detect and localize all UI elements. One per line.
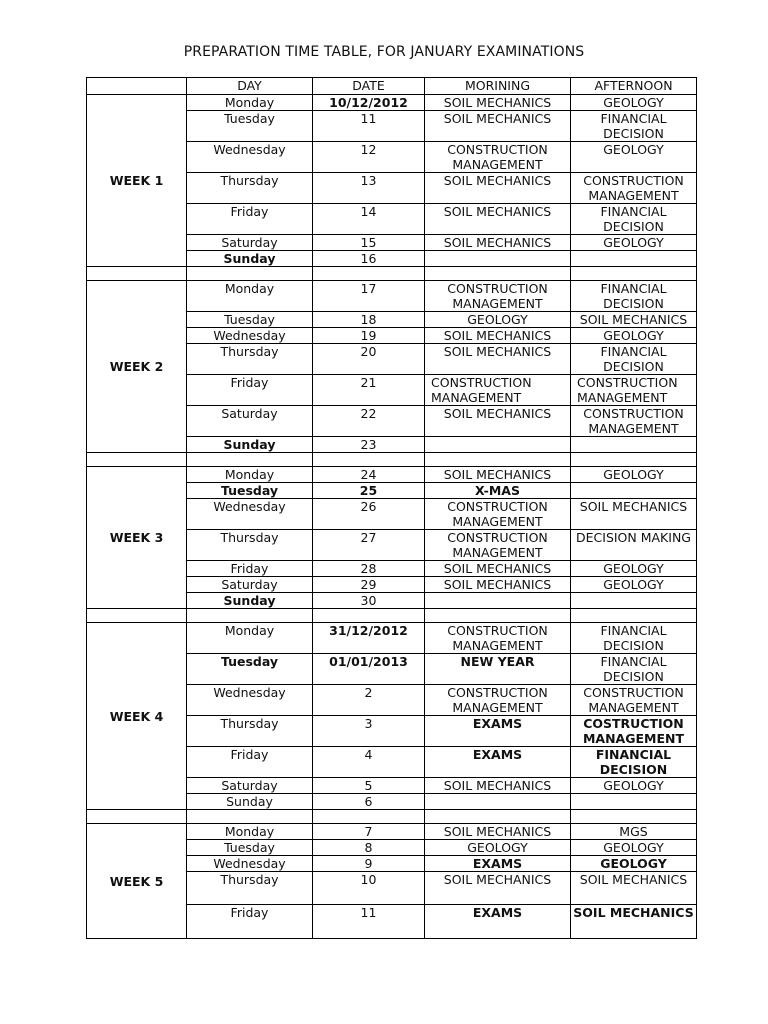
day-cell: Thursday (187, 716, 313, 747)
afternoon-cell: GEOLOGY (571, 95, 697, 111)
afternoon-cell (571, 437, 697, 453)
day-cell: Tuesday (187, 654, 313, 685)
date-cell: 12 (313, 142, 425, 173)
morning-cell: SOIL MECHANICS (425, 561, 571, 577)
afternoon-cell: FINANCIAL DECISION (571, 747, 697, 778)
week-header-cell (87, 78, 187, 95)
morning-cell: CONSTRUCTION MANAGEMENT (425, 499, 571, 530)
afternoon-cell: SOIL MECHANICS (571, 312, 697, 328)
day-header: DAY (187, 78, 313, 95)
table-row (87, 824, 697, 840)
day-cell: Monday (187, 623, 313, 654)
morning-cell: CONSTRUCTION MANAGEMENT (425, 375, 571, 406)
afternoon-cell: GEOLOGY (571, 856, 697, 872)
table-row (87, 281, 697, 312)
week-label: WEEK 2 (87, 281, 187, 453)
date-cell: 5 (313, 778, 425, 794)
afternoon-cell: CONSTRUCTION MANAGEMENT (571, 173, 697, 204)
morning-cell: GEOLOGY (425, 840, 571, 856)
day-cell: Monday (187, 467, 313, 483)
date-cell: 26 (313, 499, 425, 530)
afternoon-cell: GEOLOGY (571, 561, 697, 577)
day-cell: Wednesday (187, 856, 313, 872)
day-cell: Monday (187, 95, 313, 111)
afternoon-cell: FINANCIAL DECISION (571, 281, 697, 312)
day-cell: Wednesday (187, 685, 313, 716)
day-cell: Friday (187, 747, 313, 778)
week-label: WEEK 3 (87, 467, 187, 609)
afternoon-cell: GEOLOGY (571, 577, 697, 593)
day-cell: Wednesday (187, 328, 313, 344)
day-cell: Thursday (187, 173, 313, 204)
morning-cell: CONSTRUCTION MANAGEMENT (425, 281, 571, 312)
spacer-row (87, 609, 697, 623)
day-cell: Friday (187, 375, 313, 406)
day-cell: Sunday (187, 251, 313, 267)
morning-cell: CONSTRUCTION MANAGEMENT (425, 685, 571, 716)
spacer-row (87, 267, 697, 281)
morning-cell: EXAMS (425, 716, 571, 747)
day-cell: Thursday (187, 344, 313, 375)
afternoon-cell (571, 794, 697, 810)
morning-cell: SOIL MECHANICS (425, 467, 571, 483)
date-cell: 23 (313, 437, 425, 453)
date-cell: 31/12/2012 (313, 623, 425, 654)
morning-cell (425, 437, 571, 453)
day-cell: Saturday (187, 235, 313, 251)
afternoon-cell: FINANCIAL DECISION (571, 654, 697, 685)
day-cell: Tuesday (187, 111, 313, 142)
day-cell: Monday (187, 281, 313, 312)
date-cell: 7 (313, 824, 425, 840)
day-cell: Tuesday (187, 312, 313, 328)
morning-cell: SOIL MECHANICS (425, 778, 571, 794)
afternoon-cell (571, 483, 697, 499)
afternoon-cell: GEOLOGY (571, 328, 697, 344)
morning-cell: EXAMS (425, 856, 571, 872)
day-cell: Sunday (187, 794, 313, 810)
morning-header: MORINING (425, 78, 571, 95)
morning-cell: EXAMS (425, 747, 571, 778)
date-cell: 21 (313, 375, 425, 406)
spacer-row (87, 810, 697, 824)
morning-cell: SOIL MECHANICS (425, 111, 571, 142)
afternoon-cell: GEOLOGY (571, 778, 697, 794)
day-cell: Tuesday (187, 483, 313, 499)
morning-cell: SOIL MECHANICS (425, 344, 571, 375)
spacer-row (87, 453, 697, 467)
date-cell: 19 (313, 328, 425, 344)
date-cell: 11 (313, 905, 425, 939)
date-cell: 2 (313, 685, 425, 716)
header-row (87, 78, 697, 95)
day-cell: Thursday (187, 530, 313, 561)
day-cell: Sunday (187, 593, 313, 609)
morning-cell: NEW YEAR (425, 654, 571, 685)
date-cell: 20 (313, 344, 425, 375)
day-cell: Sunday (187, 437, 313, 453)
morning-cell: CONSTRUCTION MANAGEMENT (425, 142, 571, 173)
day-cell: Monday (187, 824, 313, 840)
day-cell: Wednesday (187, 142, 313, 173)
day-cell: Saturday (187, 406, 313, 437)
morning-cell: SOIL MECHANICS (425, 173, 571, 204)
date-cell: 10 (313, 872, 425, 905)
date-cell: 18 (313, 312, 425, 328)
morning-cell: SOIL MECHANICS (425, 95, 571, 111)
day-cell: Thursday (187, 872, 313, 905)
morning-cell: SOIL MECHANICS (425, 872, 571, 905)
date-cell: 9 (313, 856, 425, 872)
date-cell: 8 (313, 840, 425, 856)
morning-cell: SOIL MECHANICS (425, 824, 571, 840)
date-cell: 28 (313, 561, 425, 577)
afternoon-cell: GEOLOGY (571, 142, 697, 173)
morning-cell: SOIL MECHANICS (425, 328, 571, 344)
morning-cell: CONSTRUCTION MANAGEMENT (425, 530, 571, 561)
morning-cell: CONSTRUCTION MANAGEMENT (425, 623, 571, 654)
afternoon-cell: SOIL MECHANICS (571, 872, 697, 905)
day-cell: Wednesday (187, 499, 313, 530)
morning-cell: SOIL MECHANICS (425, 577, 571, 593)
date-cell: 16 (313, 251, 425, 267)
timetable (86, 77, 697, 939)
morning-cell (425, 794, 571, 810)
afternoon-cell: CONSTRUCTION MANAGEMENT (571, 406, 697, 437)
afternoon-cell: GEOLOGY (571, 235, 697, 251)
afternoon-cell (571, 593, 697, 609)
morning-cell: EXAMS (425, 905, 571, 939)
date-cell: 10/12/2012 (313, 95, 425, 111)
morning-cell: SOIL MECHANICS (425, 235, 571, 251)
afternoon-cell (571, 251, 697, 267)
date-cell: 14 (313, 204, 425, 235)
date-cell: 4 (313, 747, 425, 778)
table-row (87, 467, 697, 483)
date-cell: 13 (313, 173, 425, 204)
afternoon-cell: GEOLOGY (571, 467, 697, 483)
date-header: DATE (313, 78, 425, 95)
table-row (87, 623, 697, 654)
date-cell: 24 (313, 467, 425, 483)
day-cell: Friday (187, 905, 313, 939)
date-cell: 15 (313, 235, 425, 251)
morning-cell (425, 251, 571, 267)
day-cell: Tuesday (187, 840, 313, 856)
date-cell: 01/01/2013 (313, 654, 425, 685)
afternoon-cell: FINANCIAL DECISION (571, 111, 697, 142)
date-cell: 27 (313, 530, 425, 561)
morning-cell: X-MAS (425, 483, 571, 499)
morning-cell: SOIL MECHANICS (425, 406, 571, 437)
afternoon-cell: GEOLOGY (571, 840, 697, 856)
week-label: WEEK 4 (87, 623, 187, 810)
week-label: WEEK 5 (87, 824, 187, 939)
afternoon-cell: CONSTRUCTION MANAGEMENT (571, 685, 697, 716)
afternoon-cell: FINANCIAL DECISION (571, 344, 697, 375)
afternoon-cell: SOIL MECHANICS (571, 499, 697, 530)
date-cell: 25 (313, 483, 425, 499)
week-label: WEEK 1 (87, 95, 187, 267)
date-cell: 6 (313, 794, 425, 810)
afternoon-cell: FINANCIAL DECISION (571, 204, 697, 235)
afternoon-cell: MGS (571, 824, 697, 840)
afternoon-cell: COSTRUCTION MANAGEMENT (571, 716, 697, 747)
day-cell: Friday (187, 204, 313, 235)
morning-cell: GEOLOGY (425, 312, 571, 328)
morning-cell (425, 593, 571, 609)
morning-cell: SOIL MECHANICS (425, 204, 571, 235)
date-cell: 11 (313, 111, 425, 142)
date-cell: 3 (313, 716, 425, 747)
date-cell: 22 (313, 406, 425, 437)
day-cell: Saturday (187, 577, 313, 593)
afternoon-cell: DECISION MAKING (571, 530, 697, 561)
afternoon-cell: FINANCIAL DECISION (571, 623, 697, 654)
afternoon-cell: CONSTRUCTION MANAGEMENT (571, 375, 697, 406)
table-row (87, 95, 697, 111)
date-cell: 29 (313, 577, 425, 593)
page-title: PREPARATION TIME TABLE, FOR JANUARY EXAMINATIONS (183, 44, 585, 60)
day-cell: Friday (187, 561, 313, 577)
date-cell: 30 (313, 593, 425, 609)
date-cell: 17 (313, 281, 425, 312)
afternoon-header: AFTERNOON (571, 78, 697, 95)
afternoon-cell: SOIL MECHANICS (571, 905, 697, 939)
day-cell: Saturday (187, 778, 313, 794)
